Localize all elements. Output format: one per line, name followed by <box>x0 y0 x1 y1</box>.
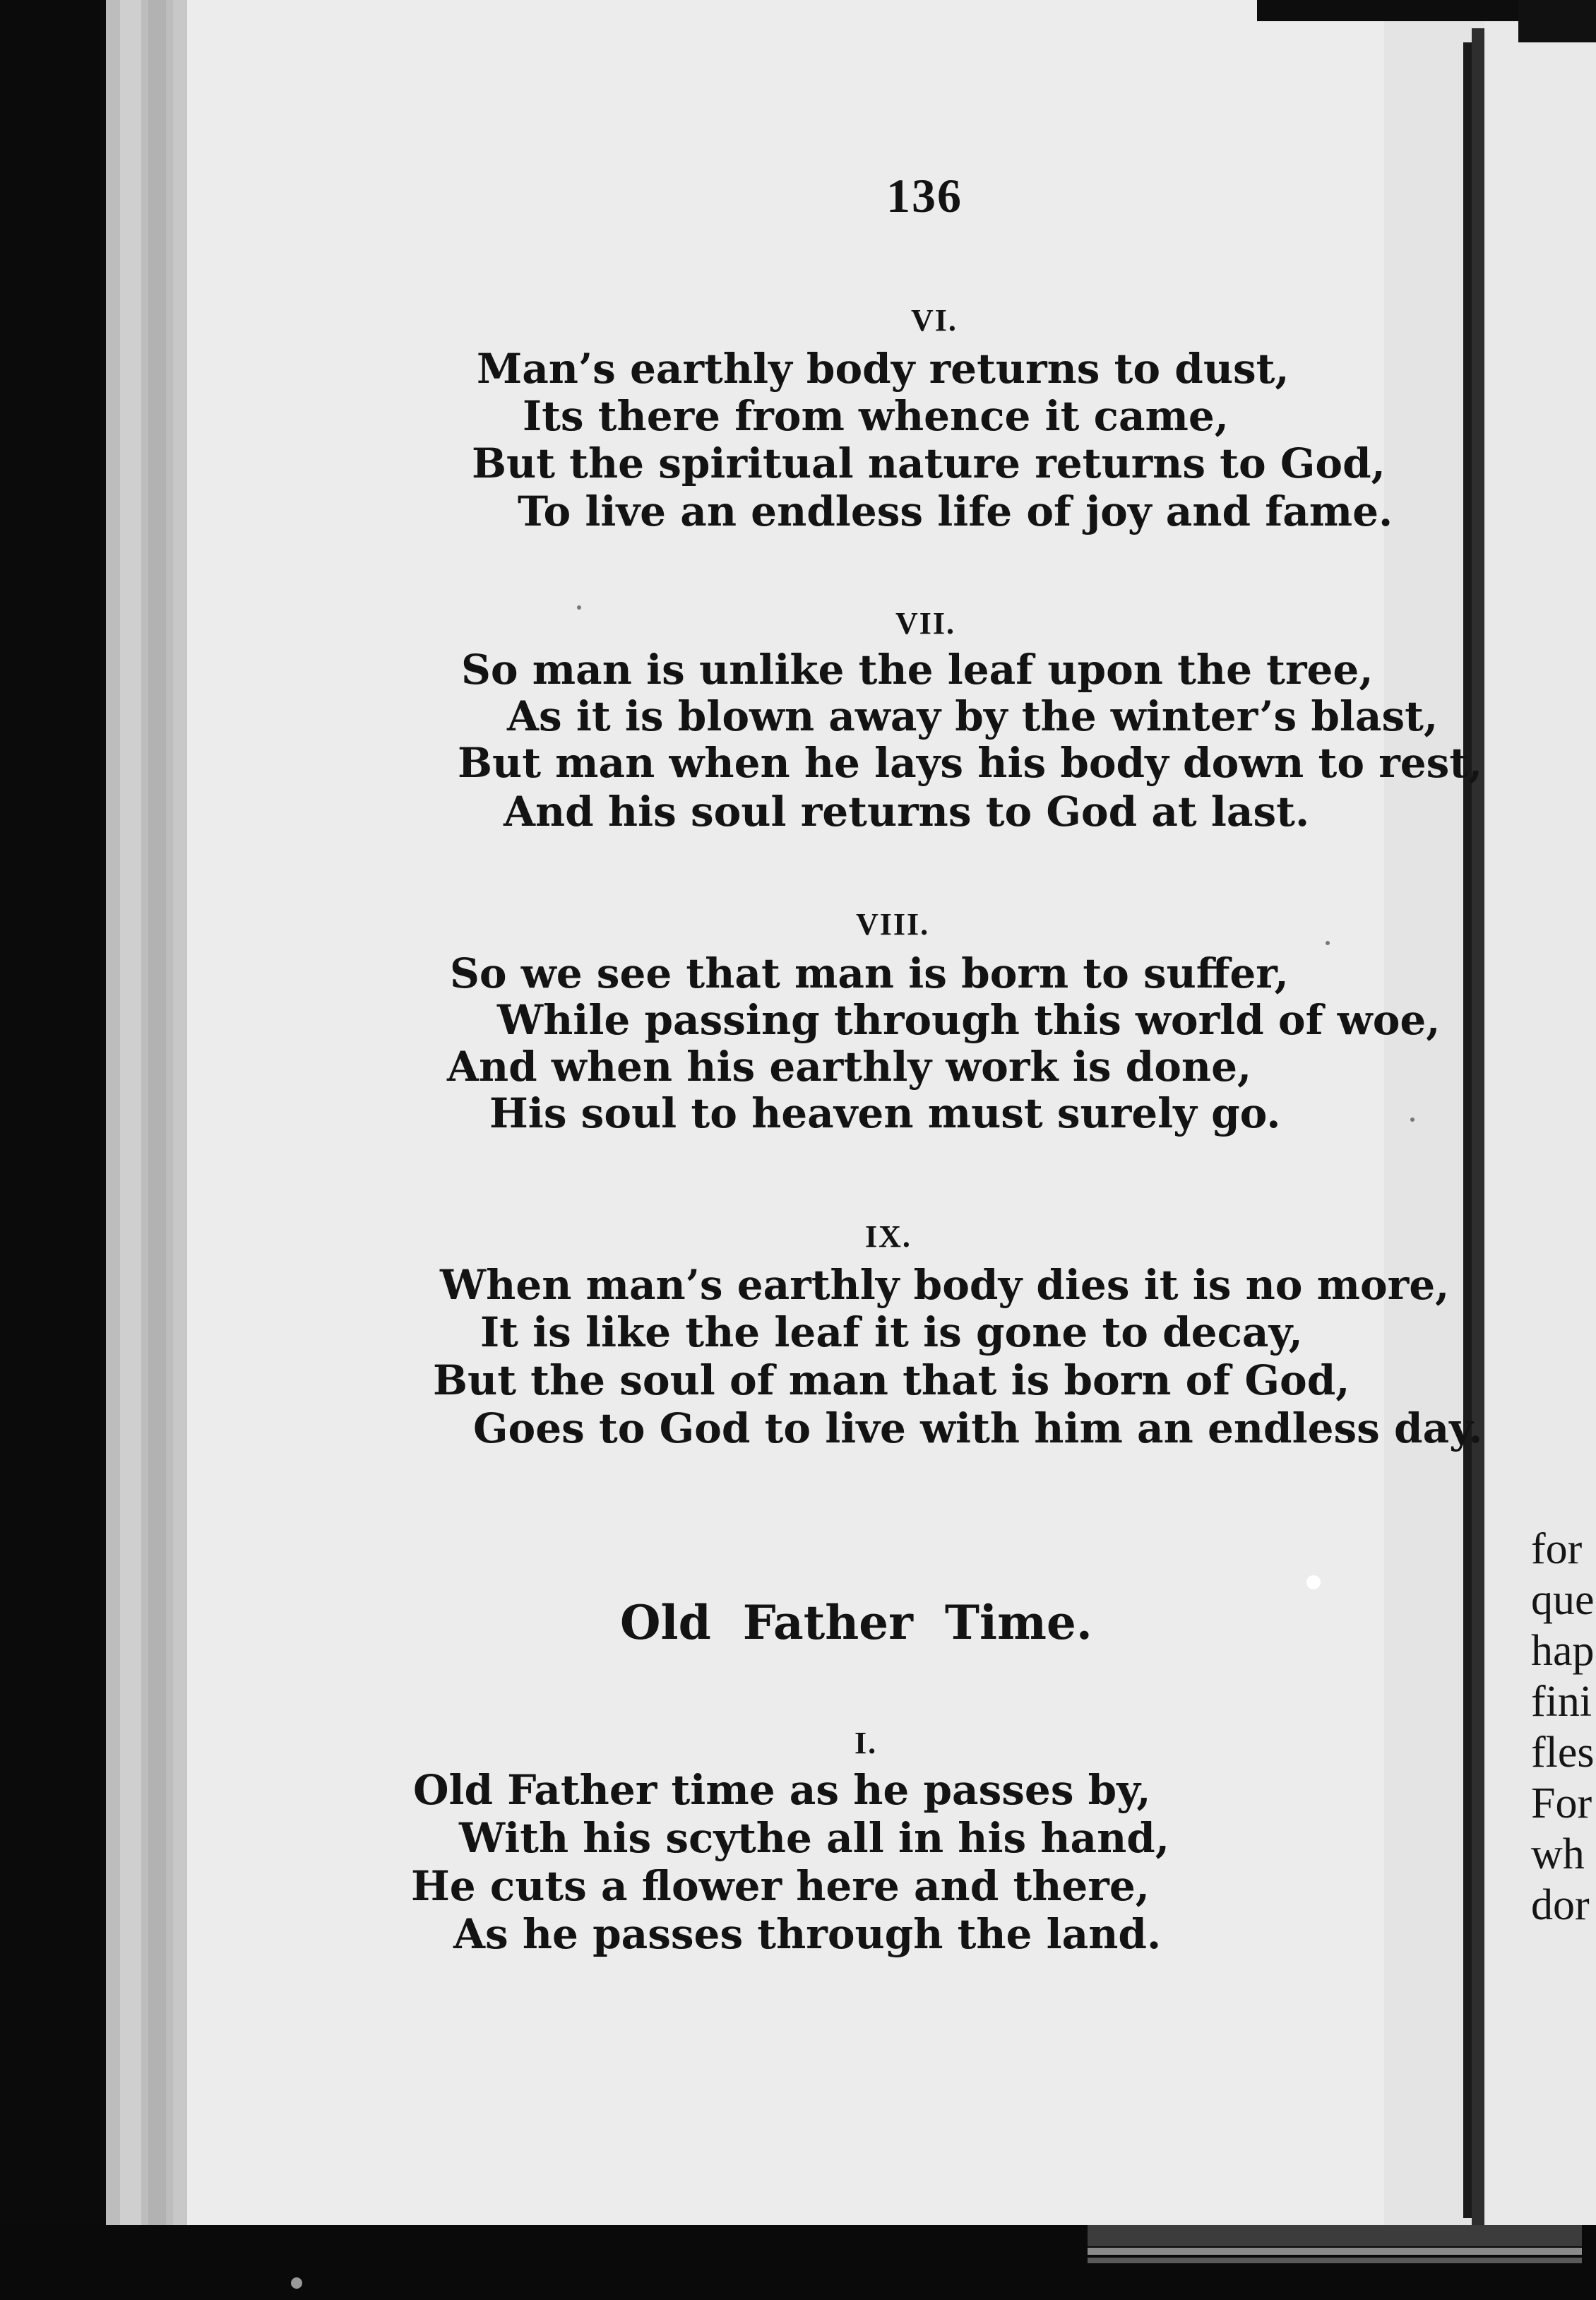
poem-line: But the soul of man that is born of God, <box>433 1356 1350 1404</box>
poem-line: Man’s earthly body returns to dust, <box>477 345 1290 393</box>
facing-page-fragment: que <box>1531 1576 1595 1624</box>
poem-line: Old Father time as he passes by, <box>413 1766 1151 1814</box>
page-number: 136 <box>886 169 963 223</box>
stanza-numeral: IX. <box>865 1219 912 1254</box>
poem-line: So we see that man is born to suffer, <box>450 949 1289 997</box>
stanza-numeral: VIII. <box>856 907 930 942</box>
poem-line: So man is unlike the leaf upon the tree, <box>461 646 1374 694</box>
facing-page-fragment: dor <box>1531 1881 1590 1929</box>
poem-line: While passing through this world of woe, <box>497 996 1441 1044</box>
facing-page-fragment: hap <box>1531 1627 1595 1675</box>
poem-line: But the spiritual nature returns to God, <box>472 439 1386 487</box>
poem-line: With his scythe all in his hand, <box>459 1814 1170 1862</box>
poem-line: To live an endless life of joy and fame. <box>518 487 1393 535</box>
poem-line: It is like the leaf it is gone to decay, <box>480 1308 1303 1356</box>
poem-line: As he passes through the land. <box>453 1910 1162 1958</box>
poem-line: His soul to heaven must surely go. <box>489 1089 1281 1137</box>
poem-line: And when his earthly work is done, <box>447 1043 1252 1091</box>
facing-page-fragment: for <box>1531 1525 1583 1573</box>
poem-line: Its there from whence it came, <box>523 392 1229 440</box>
poem-title: Old Father Time. <box>620 1595 1092 1650</box>
facing-page-fragment: wh <box>1531 1830 1585 1878</box>
stanza-numeral: VI. <box>911 303 958 338</box>
stanza-numeral: I. <box>854 1726 878 1760</box>
facing-page-fragment: fini <box>1531 1678 1592 1726</box>
facing-page-fragment: For <box>1531 1779 1592 1827</box>
facing-page-fragment: fles <box>1531 1729 1595 1777</box>
poem-line: As it is blown away by the winter’s blast, <box>507 692 1439 740</box>
stanza-numeral: VII. <box>895 606 956 641</box>
poem-line: He cuts a flower here and there, <box>411 1862 1150 1910</box>
poem-line: When man’s earthly body dies it is no more, <box>440 1261 1450 1309</box>
poem-line: And his soul returns to God at last. <box>504 788 1310 836</box>
poem-line: Goes to God to live with him an endless day. <box>473 1404 1483 1452</box>
poem-line: But man when he lays his body down to rest, <box>458 739 1483 787</box>
